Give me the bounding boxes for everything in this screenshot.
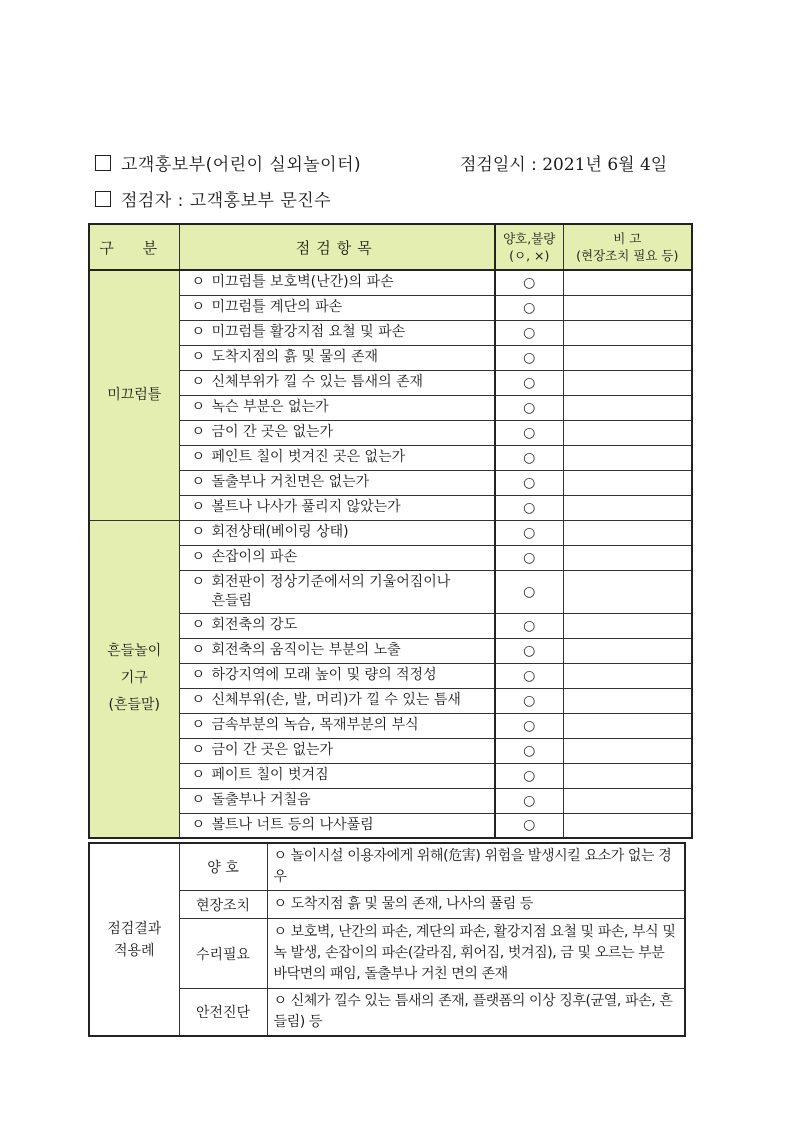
note-cell: [563, 613, 692, 638]
result-mark: ○: [495, 395, 563, 420]
check-item: ㅇ 하강지역에 모래 높이 및 량의 적정성: [179, 663, 495, 688]
check-item: ㅇ 신체부위가 낄 수 있는 틈새의 존재: [179, 370, 495, 395]
results-table: [88, 842, 686, 1037]
check-item: ㅇ 돌출부나 거칠음: [179, 788, 495, 813]
table-row: [89, 613, 692, 638]
table-row: [89, 445, 692, 470]
table-row: [89, 688, 692, 713]
table-row: [89, 919, 685, 989]
table-row: [89, 788, 692, 813]
check-item: ㅇ 미끄럼틀 활강지점 요철 및 파손: [179, 320, 495, 345]
check-item: ㅇ 볼트나 너트 등의 나사풀림: [179, 813, 495, 838]
note-cell: [563, 370, 692, 395]
table-row: [89, 295, 692, 320]
check-item: ㅇ 녹슨 부분은 없는가: [179, 395, 495, 420]
result-label: 안전진단: [179, 989, 267, 1037]
header-items: 점검항목: [179, 224, 495, 270]
header-result: [495, 224, 563, 270]
check-item: ㅇ 금이 간 곳은 없는가: [179, 738, 495, 763]
date-value: 2021년 6월 4일: [542, 155, 668, 175]
check-item: ㅇ 페이트 칠이 벗겨짐: [179, 763, 495, 788]
table-row: [89, 989, 685, 1037]
check-item: ㅇ 회전상태(베이링 상태): [179, 520, 495, 545]
result-mark: ○: [495, 813, 563, 838]
table-row: [89, 763, 692, 788]
note-cell: [563, 420, 692, 445]
table-row: [89, 420, 692, 445]
check-item: ㅇ 회전판이 정상기준에서의 기울어짐이나 흔들림: [179, 570, 495, 613]
header-note-line2: (현장조치 필요 등): [576, 248, 679, 263]
table-row: [89, 470, 692, 495]
check-item: ㅇ 볼트나 나사가 풀리지 않았는가: [179, 495, 495, 520]
header-inspector: [95, 186, 331, 211]
checkbox-icon: [95, 191, 111, 207]
result-mark: ○: [495, 295, 563, 320]
facility-label: 고객홍보부(어린이 실외놀이터): [121, 155, 362, 175]
category-rocking: 흔들놀이 기구 (흔들말): [89, 520, 179, 838]
header-facility: [95, 150, 361, 175]
note-cell: [563, 445, 692, 470]
check-item: ㅇ 페인트 칠이 벗겨진 곳은 없는가: [179, 445, 495, 470]
date-label: 점검일시 :: [460, 155, 543, 175]
note-cell: [563, 295, 692, 320]
header-result-line2: (ㅇ, ×): [509, 248, 550, 263]
table-row: [89, 813, 692, 838]
check-item: ㅇ 미끄럼틀 계단의 파손: [179, 295, 495, 320]
result-mark: ○: [495, 613, 563, 638]
note-cell: [563, 813, 692, 838]
result-label: 현장조치: [179, 891, 267, 919]
table-row: [89, 663, 692, 688]
note-cell: [563, 470, 692, 495]
note-cell: [563, 738, 692, 763]
table-row: [89, 320, 692, 345]
check-item: ㅇ 돌출부나 거친면은 없는가: [179, 470, 495, 495]
note-cell: [563, 570, 692, 613]
table-row: [89, 395, 692, 420]
table-row: [89, 713, 692, 738]
check-item: ㅇ 회전축의 움직이는 부분의 노출: [179, 638, 495, 663]
note-cell: [563, 395, 692, 420]
result-mark: ○: [495, 420, 563, 445]
table-row: [89, 570, 692, 613]
table-row: [89, 370, 692, 395]
header-note-line1: 비 고: [613, 231, 642, 246]
table-header-row: [89, 224, 692, 270]
inspection-table: [88, 223, 693, 839]
result-mark: ○: [495, 738, 563, 763]
result-mark: ○: [495, 320, 563, 345]
note-cell: [563, 320, 692, 345]
result-mark: ○: [495, 713, 563, 738]
result-text: ㅇ 도착지점 흙 및 물의 존재, 나사의 풀림 등: [267, 891, 685, 919]
checkbox-icon: [95, 155, 111, 171]
result-mark: ○: [495, 495, 563, 520]
result-mark: ○: [495, 763, 563, 788]
check-item: ㅇ 신체부위(손, 발, 머리)가 낄 수 있는 틈새: [179, 688, 495, 713]
result-text: ㅇ 놀이시설 이용자에게 위해(危害) 위험을 발생시킬 요소가 없는 경우: [267, 843, 685, 891]
header-note: [563, 224, 692, 270]
header-result-line1: 양호,불량: [503, 231, 556, 246]
table-row: [89, 270, 692, 295]
header-category: 구 분: [89, 224, 179, 270]
result-mark: ○: [495, 545, 563, 570]
note-cell: [563, 713, 692, 738]
result-mark: ○: [495, 788, 563, 813]
check-item: ㅇ 회전축의 강도: [179, 613, 495, 638]
check-item: ㅇ 손잡이의 파손: [179, 545, 495, 570]
note-cell: [563, 638, 692, 663]
note-cell: [563, 663, 692, 688]
inspector-label: 점검자 : 고객홍보부 문진수: [121, 191, 332, 211]
table-row: [89, 738, 692, 763]
note-cell: [563, 520, 692, 545]
result-mark: ○: [495, 688, 563, 713]
check-item: ㅇ 금속부분의 녹슴, 목재부분의 부식: [179, 713, 495, 738]
result-text: ㅇ 보호벽, 난간의 파손, 계단의 파손, 활강지점 요철 및 파손, 부식 및 녹 발생, 손잡이의 파손(갈라짐, 휘어짐, 벗겨짐), 금 및 오르는 부분 바닥면의 패임, 돌출부나 거친 면의 존재: [267, 919, 685, 989]
check-item: ㅇ 미끄럼틀 보호벽(난간)의 파손: [179, 270, 495, 295]
result-mark: ○: [495, 345, 563, 370]
category-slide: 미끄럼틀: [89, 270, 179, 520]
note-cell: [563, 688, 692, 713]
note-cell: [563, 495, 692, 520]
result-mark: ○: [495, 663, 563, 688]
result-text: ㅇ 신체가 낄수 있는 틈새의 존재, 플랫폼의 이상 징후(균열, 파손, 흔들림) 등: [267, 989, 685, 1037]
results-category: 점검결과 적용례: [89, 843, 179, 1036]
result-mark: ○: [495, 370, 563, 395]
result-mark: ○: [495, 470, 563, 495]
inspection-date: [460, 150, 667, 175]
table-row: [89, 843, 685, 891]
check-item: ㅇ 도착지점의 흙 및 물의 존재: [179, 345, 495, 370]
note-cell: [563, 345, 692, 370]
result-mark: ○: [495, 638, 563, 663]
table-row: [89, 520, 692, 545]
result-label: 양 호: [179, 843, 267, 891]
note-cell: [563, 545, 692, 570]
result-mark: ○: [495, 445, 563, 470]
result-mark: ○: [495, 570, 563, 613]
note-cell: [563, 788, 692, 813]
table-row: [89, 545, 692, 570]
table-row: [89, 345, 692, 370]
table-row: [89, 495, 692, 520]
result-mark: ○: [495, 270, 563, 295]
note-cell: [563, 763, 692, 788]
result-label: 수리필요: [179, 919, 267, 989]
note-cell: [563, 270, 692, 295]
result-mark: ○: [495, 520, 563, 545]
check-item: ㅇ 금이 간 곳은 없는가: [179, 420, 495, 445]
table-row: [89, 891, 685, 919]
table-row: [89, 638, 692, 663]
